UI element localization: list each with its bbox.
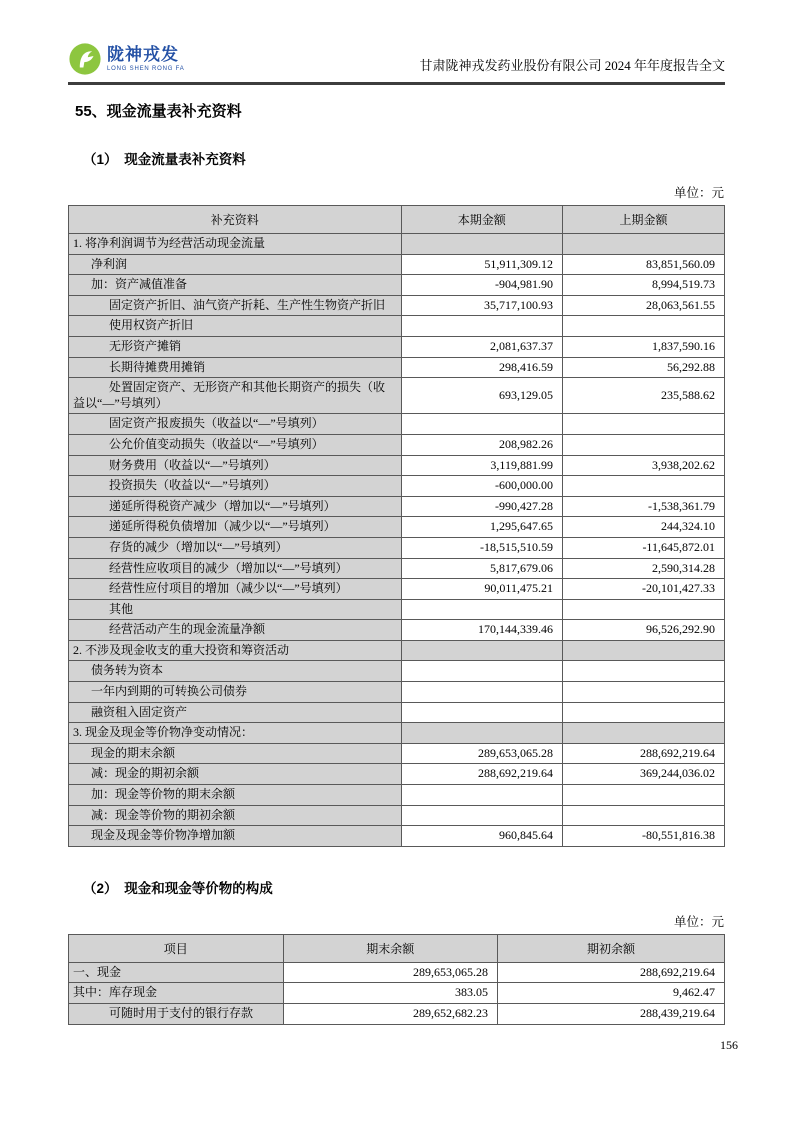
row-value-current	[401, 661, 562, 682]
row-label: 投资损失（收益以“—”号填列）	[69, 476, 402, 497]
row-label: 现金的期末余额	[69, 743, 402, 764]
row-label: 1. 将净利润调节为经营活动现金流量	[69, 234, 402, 255]
table-row	[69, 476, 725, 497]
row-value-current: 90,011,475.21	[401, 579, 562, 600]
row-value-prior: 3,938,202.62	[562, 455, 724, 476]
row-value-prior: 96,526,292.90	[562, 620, 724, 641]
row-label: 债务转为资本	[69, 661, 402, 682]
row-value-current: 383.05	[283, 983, 498, 1004]
table-row	[69, 336, 725, 357]
row-value-current	[401, 805, 562, 826]
table-row	[69, 661, 725, 682]
cash-composition-table	[68, 934, 725, 1025]
row-value-prior: 8,994,519.73	[562, 275, 724, 296]
row-value-prior: 9,462.47	[498, 983, 725, 1004]
row-label: 经营性应付项目的增加（减少以“—”号填列）	[69, 579, 402, 600]
report-title: 甘肃陇神戎发药业股份有限公司 2024 年年度报告全文	[419, 58, 725, 73]
table-row	[69, 599, 725, 620]
row-value-current: 170,144,339.46	[401, 620, 562, 641]
row-value-prior: -20,101,427.33	[562, 579, 724, 600]
row-value-current	[401, 785, 562, 806]
table-header	[69, 206, 725, 234]
row-label: 减：现金的期初余额	[69, 764, 402, 785]
row-label: 递延所得税负债增加（减少以“—”号填列）	[69, 517, 402, 538]
table-row	[69, 496, 725, 517]
table-row	[69, 1004, 725, 1025]
row-value-prior: 288,692,219.64	[498, 962, 725, 983]
row-value-current: -18,515,510.59	[401, 537, 562, 558]
row-value-current: 51,911,309.12	[401, 254, 562, 275]
row-label: 使用权资产折旧	[69, 316, 402, 337]
row-value-prior: -11,645,872.01	[562, 537, 724, 558]
cash-flow-supplementary-table	[68, 205, 725, 847]
row-value-current: -600,000.00	[401, 476, 562, 497]
row-label: 财务费用（收益以“—”号填列）	[69, 455, 402, 476]
table-row	[69, 983, 725, 1004]
page-number: 156	[720, 1038, 738, 1052]
row-value-prior	[562, 805, 724, 826]
row-value-current: -990,427.28	[401, 496, 562, 517]
column-header-ending-balance: 期末余额	[283, 934, 498, 962]
logo-name-en: LONG SHEN RONG FA	[107, 66, 185, 72]
row-value-current: -904,981.90	[401, 275, 562, 296]
row-value-current	[401, 682, 562, 703]
row-value-current: 208,982.26	[401, 434, 562, 455]
row-value-prior	[562, 661, 724, 682]
row-value-prior	[562, 640, 724, 661]
row-value-current	[401, 723, 562, 744]
unit-label-2: 单位：元	[673, 914, 724, 929]
row-value-current	[401, 640, 562, 661]
row-value-current: 289,653,065.28	[401, 743, 562, 764]
table-row	[69, 764, 725, 785]
table-row	[69, 378, 725, 414]
table-row	[69, 640, 725, 661]
row-value-prior: 369,244,036.02	[562, 764, 724, 785]
row-label: 一年内到期的可转换公司债券	[69, 682, 402, 703]
row-value-current: 960,845.64	[401, 826, 562, 847]
row-value-prior: 235,588.62	[562, 378, 724, 414]
table-row	[69, 743, 725, 764]
table-row	[69, 295, 725, 316]
table-row	[69, 254, 725, 275]
row-label: 现金及现金等价物净增加额	[69, 826, 402, 847]
table-row	[69, 962, 725, 983]
row-label: 2. 不涉及现金收支的重大投资和筹资活动	[69, 640, 402, 661]
page-header	[68, 42, 725, 85]
row-label: 一、现金	[69, 962, 284, 983]
row-value-current: 2,081,637.37	[401, 336, 562, 357]
row-value-prior	[562, 599, 724, 620]
row-value-current	[401, 599, 562, 620]
row-label: 加：现金等价物的期末余额	[69, 785, 402, 806]
row-value-current: 35,717,100.93	[401, 295, 562, 316]
unit-label-1: 单位：元	[673, 186, 724, 200]
logo-name-cn: 陇神戎发	[107, 45, 179, 64]
row-value-prior	[562, 434, 724, 455]
row-label: 净利润	[69, 254, 402, 275]
logo-texts	[107, 46, 185, 72]
row-value-current: 289,653,065.28	[283, 962, 498, 983]
row-value-current: 289,652,682.23	[283, 1004, 498, 1025]
row-value-prior	[562, 414, 724, 435]
row-value-prior	[562, 785, 724, 806]
table-row	[69, 682, 725, 703]
row-label: 其中：库存现金	[69, 983, 284, 1004]
table-body	[69, 234, 725, 847]
row-value-current	[401, 414, 562, 435]
row-value-current	[401, 316, 562, 337]
subsection-2-title: （2） 现金和现金等价物的构成	[83, 880, 273, 896]
table-row	[69, 537, 725, 558]
row-label: 长期待摊费用摊销	[69, 357, 402, 378]
table-header	[69, 934, 725, 962]
column-header-beginning-balance: 期初余额	[498, 934, 725, 962]
row-value-prior: 2,590,314.28	[562, 558, 724, 579]
row-label: 存货的减少（增加以“—”号填列）	[69, 537, 402, 558]
row-label: 经营性应收项目的减少（增加以“—”号填列）	[69, 558, 402, 579]
row-value-prior	[562, 234, 724, 255]
row-value-prior	[562, 682, 724, 703]
row-value-prior: 288,439,219.64	[498, 1004, 725, 1025]
table-row	[69, 316, 725, 337]
table-row	[69, 805, 725, 826]
company-logo-icon	[68, 42, 102, 76]
row-value-prior: 28,063,561.55	[562, 295, 724, 316]
table-row	[69, 620, 725, 641]
section-title: 55、现金流量表补充资料	[75, 103, 242, 120]
table-row	[69, 558, 725, 579]
company-logo	[68, 42, 185, 76]
row-value-prior	[562, 316, 724, 337]
table-row	[69, 579, 725, 600]
row-value-prior: 56,292.88	[562, 357, 724, 378]
row-value-current: 5,817,679.06	[401, 558, 562, 579]
row-label: 固定资产折旧、油气资产折耗、生产性生物资产折旧	[69, 295, 402, 316]
table-body	[69, 962, 725, 1024]
row-value-prior: -80,551,816.38	[562, 826, 724, 847]
column-header-current-amount: 本期金额	[401, 206, 562, 234]
row-label: 3. 现金及现金等价物净变动情况：	[69, 723, 402, 744]
row-value-current: 1,295,647.65	[401, 517, 562, 538]
row-label: 无形资产摊销	[69, 336, 402, 357]
table-row	[69, 434, 725, 455]
table-row	[69, 357, 725, 378]
row-label: 其他	[69, 599, 402, 620]
table-row	[69, 414, 725, 435]
row-value-prior	[562, 476, 724, 497]
table-header-row	[69, 934, 725, 962]
row-label: 减：现金等价物的期初余额	[69, 805, 402, 826]
table-row	[69, 234, 725, 255]
row-value-prior: 244,324.10	[562, 517, 724, 538]
row-value-prior: 83,851,560.09	[562, 254, 724, 275]
table-header-row	[69, 206, 725, 234]
row-label: 可随时用于支付的银行存款	[69, 1004, 284, 1025]
table-row	[69, 702, 725, 723]
row-value-prior: 288,692,219.64	[562, 743, 724, 764]
row-label: 加：资产减值准备	[69, 275, 402, 296]
row-value-current	[401, 234, 562, 255]
row-label: 递延所得税资产减少（增加以“—”号填列）	[69, 496, 402, 517]
column-header-supplementary-info: 补充资料	[69, 206, 402, 234]
row-value-prior	[562, 723, 724, 744]
row-value-prior	[562, 702, 724, 723]
row-value-prior: -1,538,361.79	[562, 496, 724, 517]
column-header-prior-amount: 上期金额	[562, 206, 724, 234]
table-row	[69, 517, 725, 538]
row-value-current: 3,119,881.99	[401, 455, 562, 476]
row-label: 融资租入固定资产	[69, 702, 402, 723]
table-row	[69, 785, 725, 806]
table-row	[69, 455, 725, 476]
table-row	[69, 723, 725, 744]
table-row	[69, 826, 725, 847]
subsection-1-title: （1） 现金流量表补充资料	[83, 152, 246, 167]
row-label: 处置固定资产、无形资产和其他长期资产的损失（收益以“—”号填列）	[69, 378, 402, 414]
row-label: 公允价值变动损失（收益以“—”号填列）	[69, 434, 402, 455]
table-row	[69, 275, 725, 296]
row-value-current: 693,129.05	[401, 378, 562, 414]
column-header-item: 项目	[69, 934, 284, 962]
row-label: 固定资产报废损失（收益以“—”号填列）	[69, 414, 402, 435]
row-value-prior: 1,837,590.16	[562, 336, 724, 357]
row-value-current	[401, 702, 562, 723]
row-label: 经营活动产生的现金流量净额	[69, 620, 402, 641]
row-value-current: 298,416.59	[401, 357, 562, 378]
row-value-current: 288,692,219.64	[401, 764, 562, 785]
